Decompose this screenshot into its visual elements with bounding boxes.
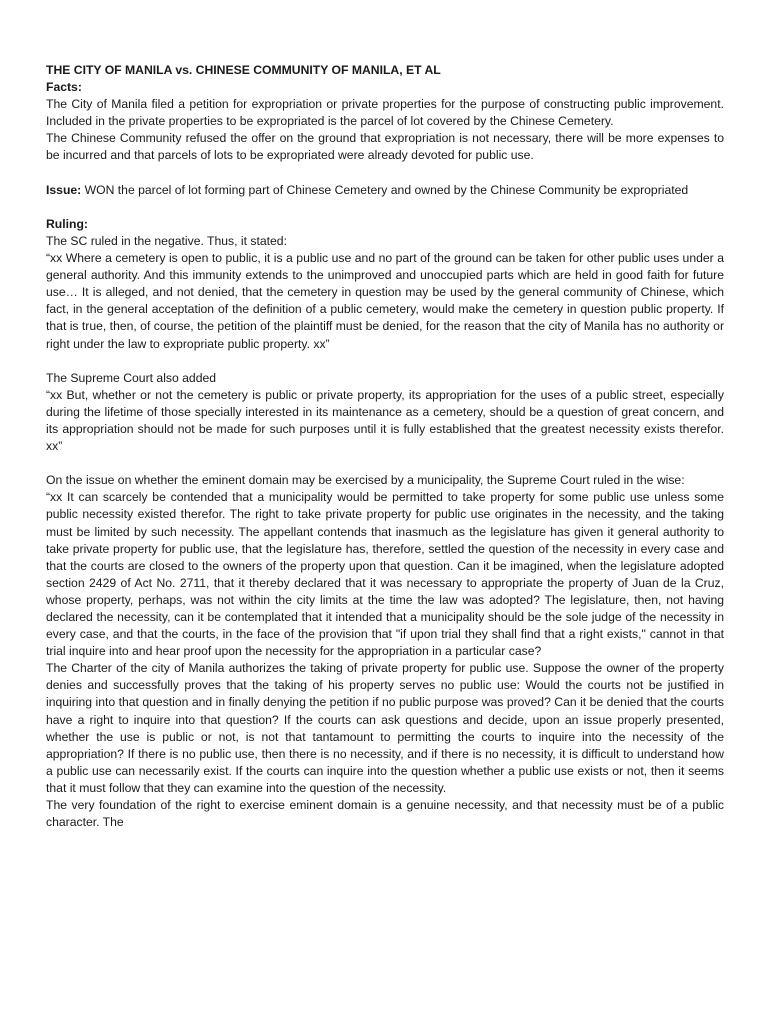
- issue-label: Issue:: [46, 182, 82, 197]
- eminent-domain-intro: On the issue on whether the eminent domain may be exercised by a municipality, the Supreme Court ruled in the wise:: [46, 473, 685, 488]
- case-title: THE CITY OF MANILA vs. CHINESE COMMUNITY OF MANILA, ET AL: [46, 63, 441, 77]
- ruling-intro: The SC ruled in the negative. Thus, it stated:: [46, 233, 287, 248]
- facts-heading: Facts:: [46, 80, 82, 95]
- eminent-domain-quote: “xx It can scarcely be contended that a municipality would be permitted to take property for some public use unless some public necessity existed therefor. The right to take private property for public use originates in the necessity, and the taking must be limited by such necessity. The appellant contends that inasmuch as the legislature has given it general authority to take private property for public use, that the legislature has, therefore, settled the question of the necessity in every case and that the courts are closed to the owners of the property upon that question. Can it be imagined, when the legislature adopted section 2429 of Act No. 2711, that it thereby declared that it was necessary to appropriate the property of Juan de la Cruz, whose property, perhaps, was not within the city limits at the time the law was adopted? The legislature, then, not having declared the necessity, can it be contemplated that it intended that a municipality should be the sole judge of the necessity in every case, and that the courts, in the face of the provision that "if upon trial they shall find that a right exists," cannot in that trial inquire into and hear proof upon the necessity for the appropriation in a particular case?: [46, 490, 724, 659]
- issue-paragraph: [46, 182, 724, 199]
- foundation-paragraph: The very foundation of the right to exercise eminent domain is a genuine necessity, and that necessity must be of a public character. The: [46, 798, 724, 830]
- spacer: [46, 199, 724, 216]
- ruling-heading: Ruling:: [46, 216, 88, 231]
- facts-paragraph-1: The City of Manila filed a petition for expropriation or private properties for the purpose of constructing public improvement. Included in the private properties to be expropriated is the parcel of lot covered by the Chinese Cemetery.: [46, 97, 724, 129]
- ruling-quote: “xx Where a cemetery is open to public, it is a public use and no part of the ground can be taken for other public uses under a general authority. And this immunity extends to the unimproved and unoccupied parts which are held in good faith for future use… It is alleged, and not denied, that the cemetery in question may be used by the general community of Chinese, which fact, in the general acceptation of the definition of a public cemetery, would make the cemetery in question public property. If that is true, then, of course, the petition of the plaintiff must be denied, for the reason that the city of Manila has no authority or right under the law to expropriate public property. xx”: [46, 251, 724, 351]
- spacer: [46, 353, 724, 370]
- document-page: [46, 62, 724, 831]
- spacer: [46, 455, 724, 472]
- also-added-line: The Supreme Court also added: [46, 370, 217, 385]
- issue-text: WON the parcel of lot forming part of Chinese Cemetery and owned by the Chinese Community be expropriated: [81, 182, 689, 197]
- facts-paragraph-2: The Chinese Community refused the offer on the ground that expropriation is not necessary, there will be more expenses to be incurred and that parcels of lots to be expropriated were already devoted for public use.: [46, 131, 724, 163]
- also-added-quote: “xx But, whether or not the cemetery is public or private property, its appropriation for the uses of a public street, especially during the lifetime of those specially interested in its maintenance as a cemetery, should be a question of great concern, and its appropriation should not be made for such purposes until it is fully established that the greatest necessity exists therefor. xx”: [46, 387, 724, 454]
- charter-paragraph: The Charter of the city of Manila authorizes the taking of private property for public use. Suppose the owner of the property denies and successfully proves that the taking of his property serves no public use: Would the courts not be justified in inquiring into that question and in finally denying the petition if no public purpose was proved? Can it be denied that the courts have a right to inquire into that question? If the courts can ask questions and decide, upon an issue properly presented, whether the use is public or not, is not that tantamount to permitting the courts to inquire into the necessity of the appropriation? If there is no public use, then there is no necessity, and if there is no necessity, it is difficult to understand how a public use can necessarily exist. If the courts can inquire into the question whether a public use exists or not, then it seems that it must follow that they can examine into the question of the necessity.: [46, 661, 724, 795]
- spacer: [46, 165, 724, 182]
